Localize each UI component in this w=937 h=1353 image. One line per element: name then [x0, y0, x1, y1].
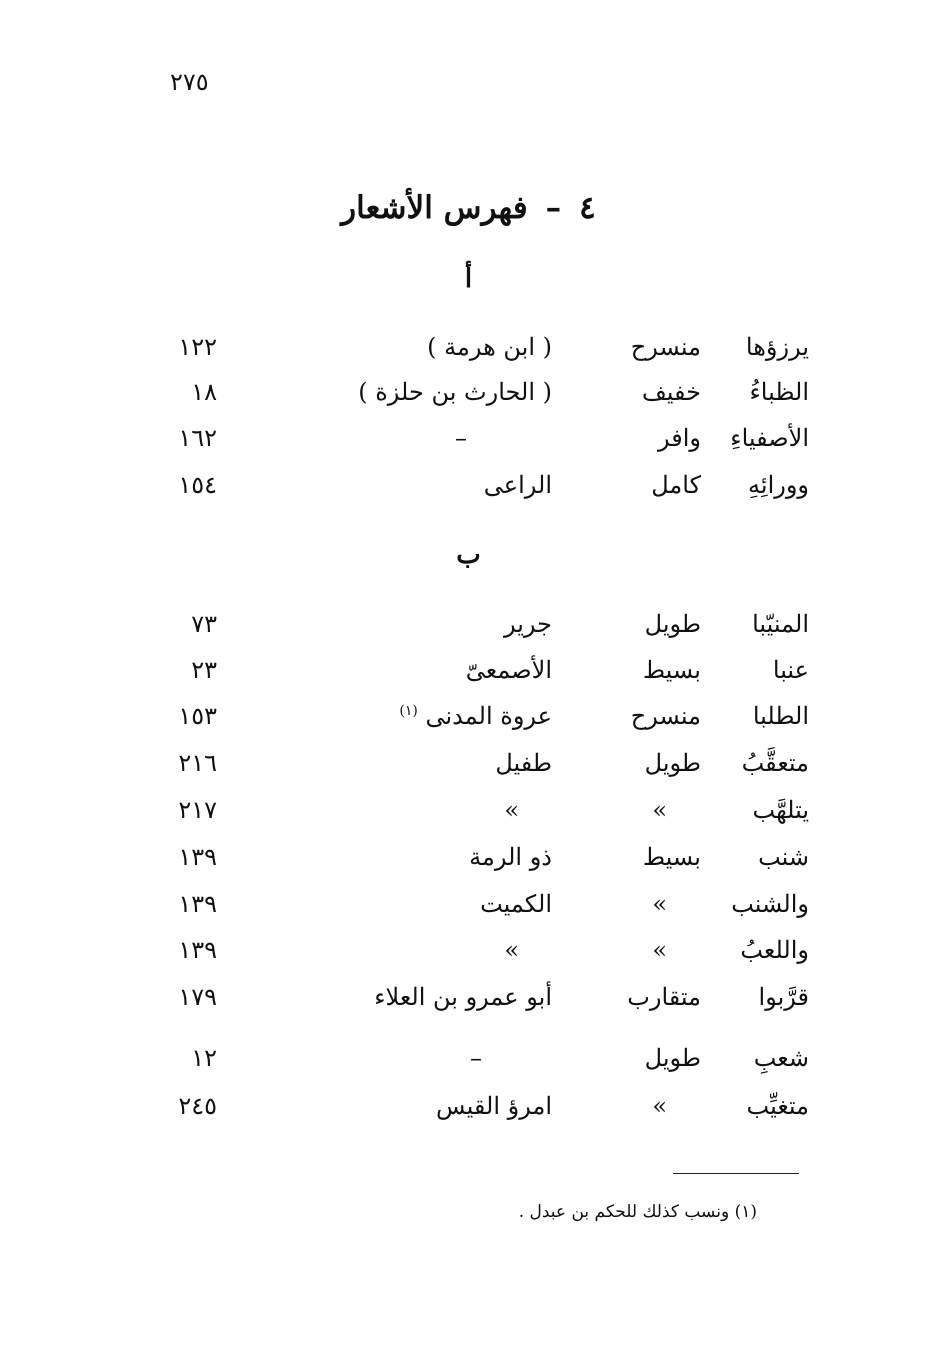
table-row	[0, 1092, 937, 1132]
table-row	[0, 796, 937, 836]
rhyme-word: الأصفياءِ	[730, 424, 809, 452]
meter: بسيط	[642, 656, 701, 684]
poet: الأصمعىّ	[465, 656, 552, 684]
table-row	[0, 333, 937, 373]
page-title	[0, 190, 937, 226]
table-row	[0, 843, 937, 883]
page-number: ٢٧٥	[170, 68, 209, 96]
page-ref: ٢١٦	[178, 749, 217, 777]
rhyme-word: يرزؤها	[745, 333, 809, 361]
title-text: فهرس الأشعار	[341, 190, 528, 226]
page-ref: ١٢	[191, 1044, 217, 1072]
table-row	[0, 471, 937, 511]
rhyme-word: شعبِ	[753, 1044, 809, 1072]
meter: منسرح	[630, 702, 701, 730]
poet	[399, 702, 552, 730]
footnote-marker: (١)	[399, 703, 418, 719]
page-ref: ٧٣	[191, 610, 217, 638]
footnote-divider	[673, 1173, 799, 1174]
page-ref: ١٣٩	[178, 843, 217, 871]
meter: طويل	[644, 749, 701, 777]
meter: »	[652, 796, 667, 824]
title-dash: –	[545, 190, 562, 226]
table-row	[0, 983, 937, 1023]
poet: »	[504, 796, 519, 824]
table-row	[0, 424, 937, 464]
rhyme-word: وورائِهِ	[748, 471, 809, 499]
poet: –	[455, 424, 467, 452]
table-row	[0, 1044, 937, 1084]
title-number: ٤	[579, 190, 596, 226]
poet: –	[470, 1044, 482, 1072]
page-ref: ١٦٢	[178, 424, 217, 452]
meter: »	[652, 1092, 667, 1120]
poet: امرؤ القيس	[436, 1092, 552, 1120]
poet: ( ابن هرمة )	[427, 333, 552, 361]
page-ref: ١٥٣	[178, 702, 217, 730]
rhyme-word: متغيِّب	[746, 1092, 809, 1120]
poet: الكميت	[480, 890, 552, 918]
table-row	[0, 749, 937, 789]
footnote: (١) ونسب كذلك للحكم بن عبدل .	[518, 1202, 757, 1222]
page-ref: ٢١٧	[178, 796, 217, 824]
meter: طويل	[644, 1044, 701, 1072]
poet: أبو عمرو بن العلاء	[374, 983, 552, 1011]
meter: »	[652, 890, 667, 918]
rhyme-word: شنب	[758, 843, 809, 871]
poet: طفيل	[495, 749, 552, 777]
meter: طويل	[644, 610, 701, 638]
rhyme-word: واللعبُ	[740, 936, 809, 964]
poet-name: عروة المدنى	[425, 702, 552, 730]
meter: بسيط	[642, 843, 701, 871]
meter: كامل	[651, 471, 701, 499]
page-ref: ١٧٩	[178, 983, 217, 1011]
section-letter-ba: ب	[456, 540, 481, 570]
page-ref: ١٣٩	[178, 890, 217, 918]
rhyme-word: والشنب	[731, 890, 809, 918]
page-ref: ٢٣	[191, 656, 217, 684]
poet: الراعى	[483, 471, 552, 499]
rhyme-word: عنبا	[772, 656, 809, 684]
rhyme-word: الظباءُ	[749, 378, 809, 406]
page-ref: ١٥٤	[178, 471, 217, 499]
rhyme-word: يتلهَّب	[752, 796, 809, 824]
poet: ذو الرمة	[469, 843, 552, 871]
rhyme-word: الطلبا	[752, 702, 809, 730]
meter: خفيف	[641, 378, 701, 406]
page-ref: ١٣٩	[178, 936, 217, 964]
meter: منسرح	[630, 333, 701, 361]
meter: »	[652, 936, 667, 964]
poet: جرير	[504, 610, 552, 638]
meter: وافر	[658, 424, 701, 452]
rhyme-word: المنيّبا	[752, 610, 809, 638]
poet: »	[504, 936, 519, 964]
poet: ( الحارث بن حلزة )	[358, 378, 552, 406]
page-ref: ١٨	[191, 378, 217, 406]
page-ref: ١٢٢	[178, 333, 217, 361]
section-letter-alif: أ	[464, 264, 473, 294]
meter: متقارب	[627, 983, 701, 1011]
table-row	[0, 610, 937, 650]
table-row	[0, 936, 937, 976]
table-row	[0, 890, 937, 930]
rhyme-word: متعقَّبُ	[741, 749, 809, 777]
table-row	[0, 656, 937, 696]
table-row	[0, 378, 937, 418]
page-ref: ٢٤٥	[178, 1092, 217, 1120]
table-row	[0, 702, 937, 742]
rhyme-word: قرَّبوا	[758, 983, 809, 1011]
